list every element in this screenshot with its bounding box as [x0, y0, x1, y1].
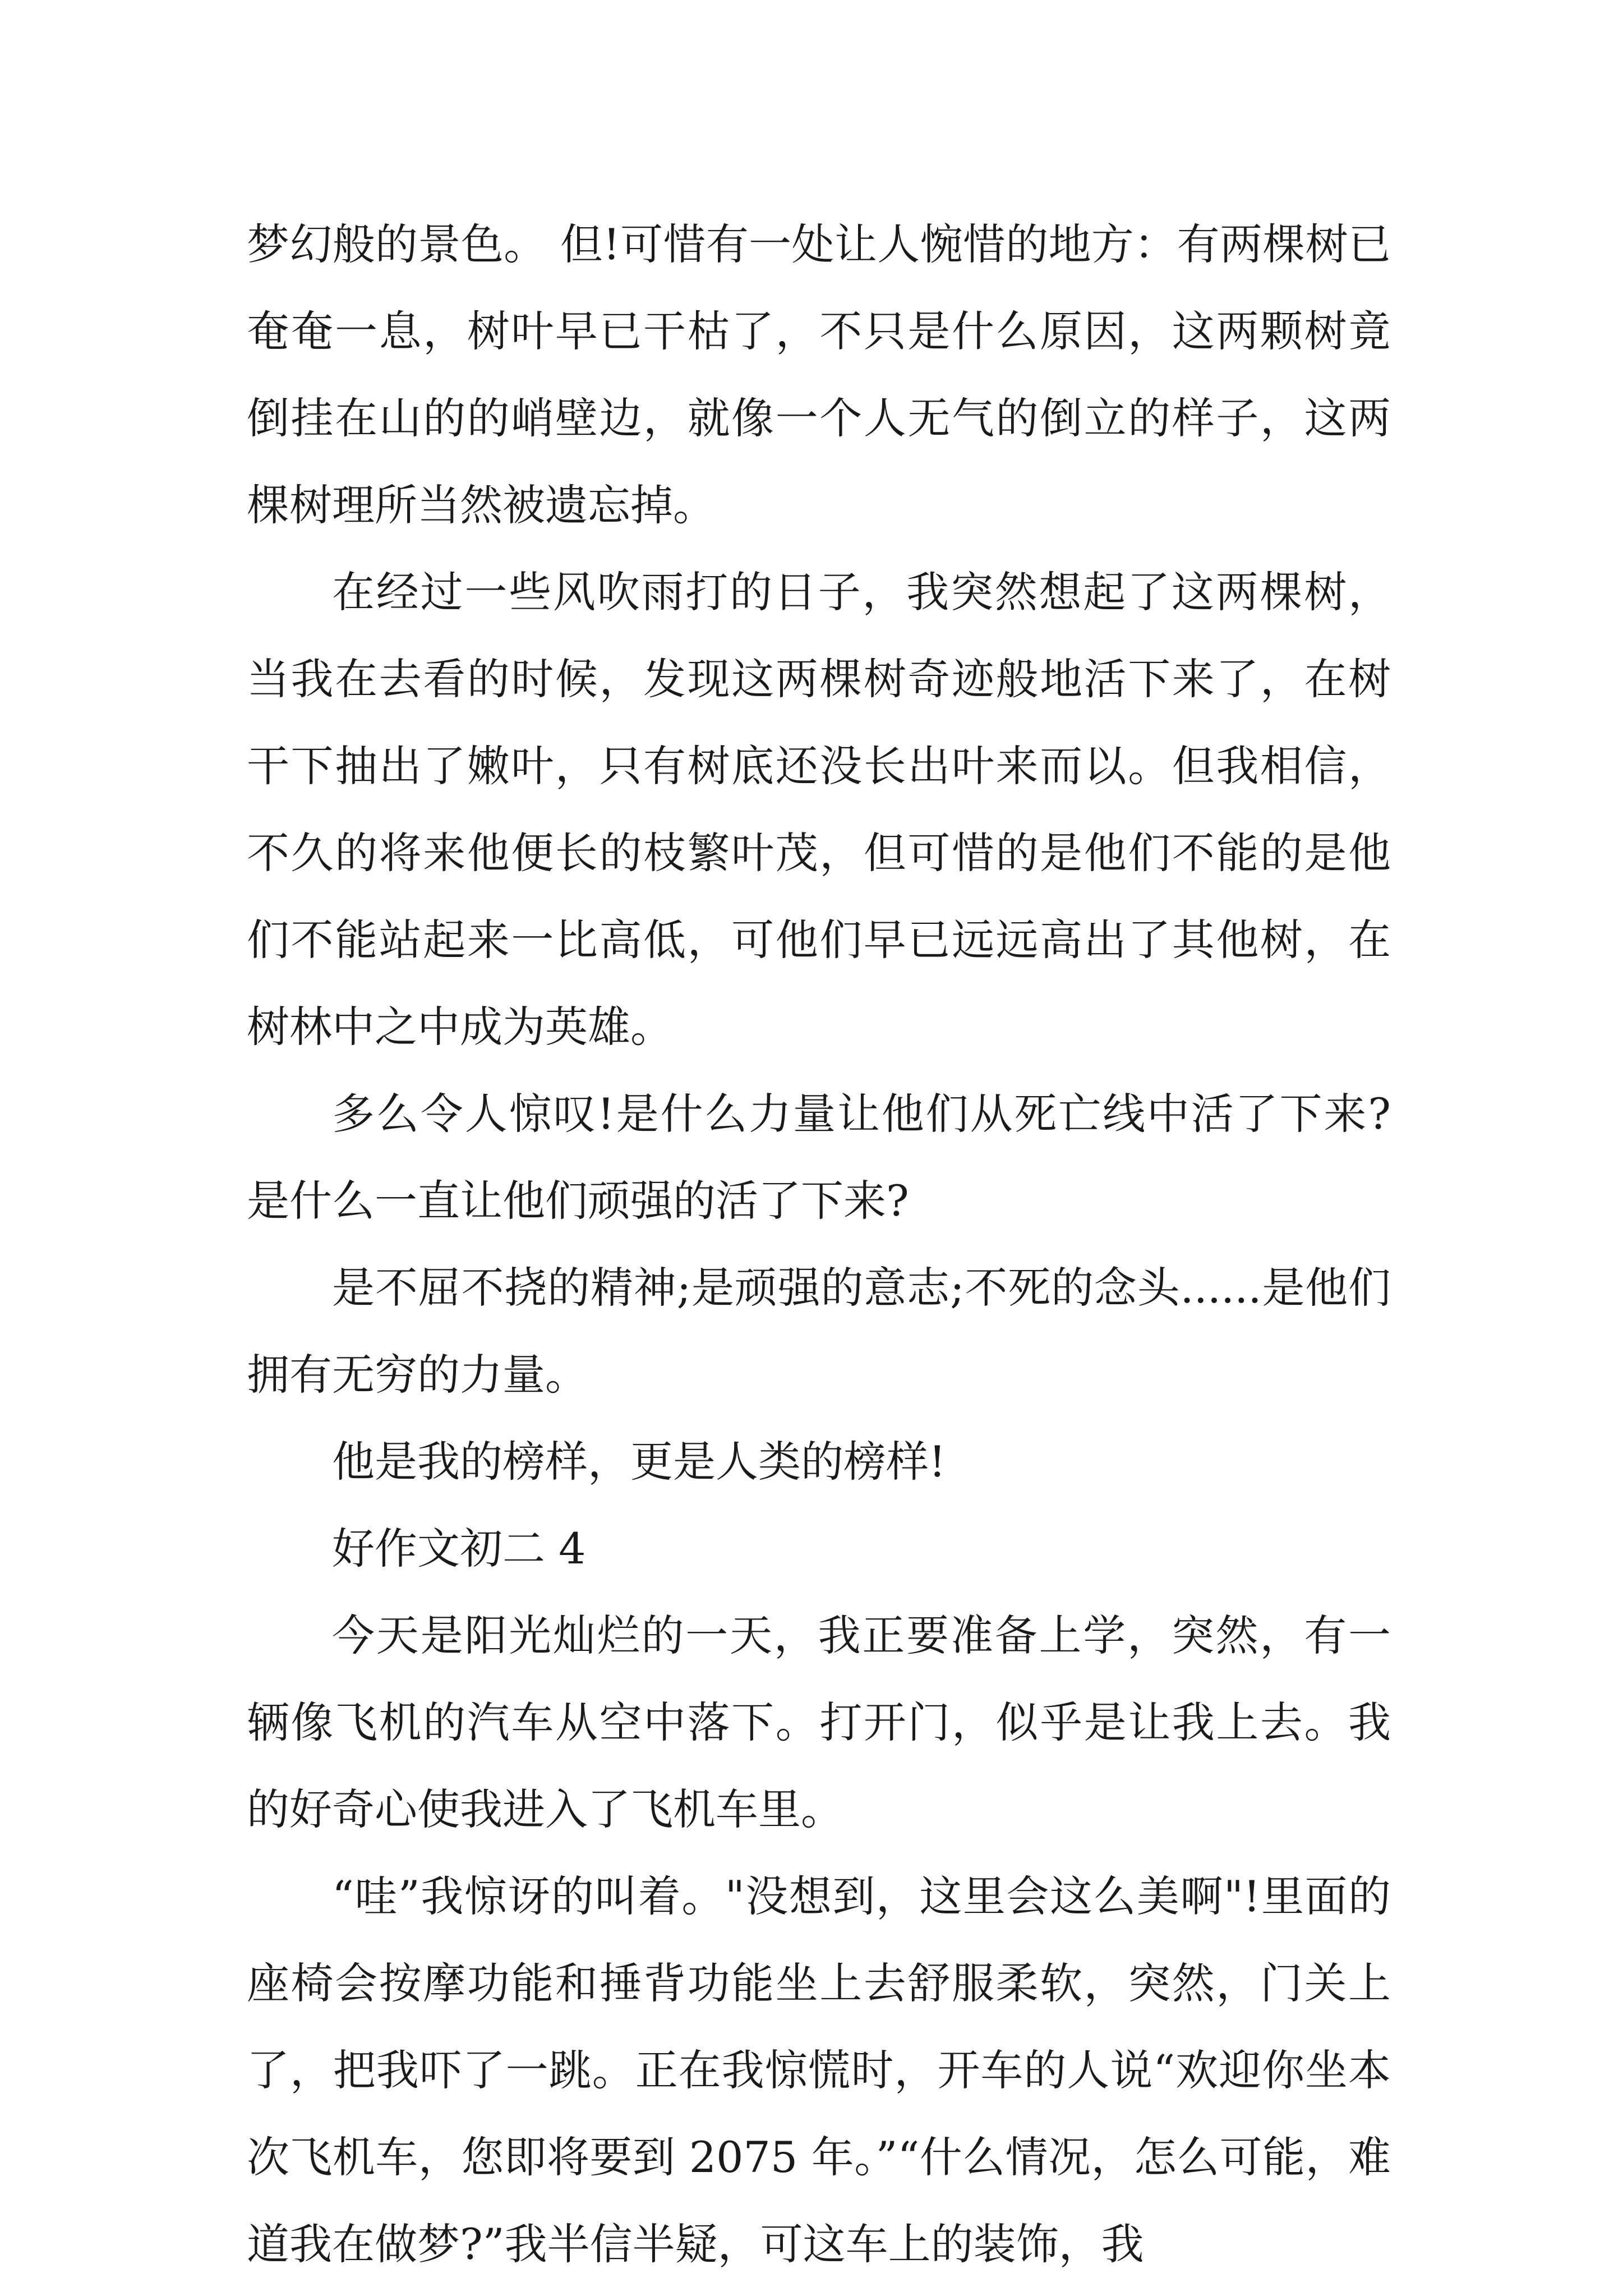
paragraph: 今天是阳光灿烂的一天，我正要准备上学，突然，有一辆像飞机的汽车从空中落下。打开门，似乎是让我上去。我的好奇心使我进入了飞机车里。 — [247, 1611, 1391, 1834]
paragraph: 多么令人惊叹!是什么力量让他们从死亡线中活了下来?是什么一直让他们顽强的活了下来? — [247, 1089, 1391, 1226]
paragraph: 是不屈不挠的精神;是顽强的意志;不死的念头......是他们拥有无穷的力量。 — [247, 1263, 1391, 1400]
paragraph: 在经过一些风吹雨打的日子，我突然想起了这两棵树，当我在去看的时候，发现这两棵树奇迹般地活下来了，在树干下抽出了嫩叶，只有树底还没长出叶来而以。但我相信，不久的将来他便长的枝繁叶茂，但可惜的是他们不能的是他们不能站起来一比高低，可他们早已远远高出了其他树，在树林中之中成为英雄。 — [247, 567, 1391, 1052]
paragraph: “哇”我惊讶的叫着。"没想到，这里会这么美啊"!里面的座椅会按摩功能和捶背功能坐上去舒服柔软，突然，门关上了，把我吓了一跳。正在我惊慌时，开车的人说“欢迎你坐本次飞机车，您即将要到 2075 年。”“什么情况，怎么可能，难道我在做梦?”我半信半疑，可这车上的装饰，我 — [247, 1871, 1391, 2269]
paragraph: 梦幻般的景色。 但!可惜有一处让人惋惜的地方：有两棵树已奄奄一息，树叶早已干枯了，不只是什么原因，这两颗树竟倒挂在山的的峭壁边，就像一个人无气的倒立的样子，这两棵树理所当然被遗忘掉。 — [247, 219, 1391, 530]
article-body — [247, 201, 1391, 2288]
paragraph: 他是我的榜样，更是人类的榜样! — [332, 1437, 946, 1487]
section-heading: 好作文初二 4 — [332, 1524, 586, 1573]
